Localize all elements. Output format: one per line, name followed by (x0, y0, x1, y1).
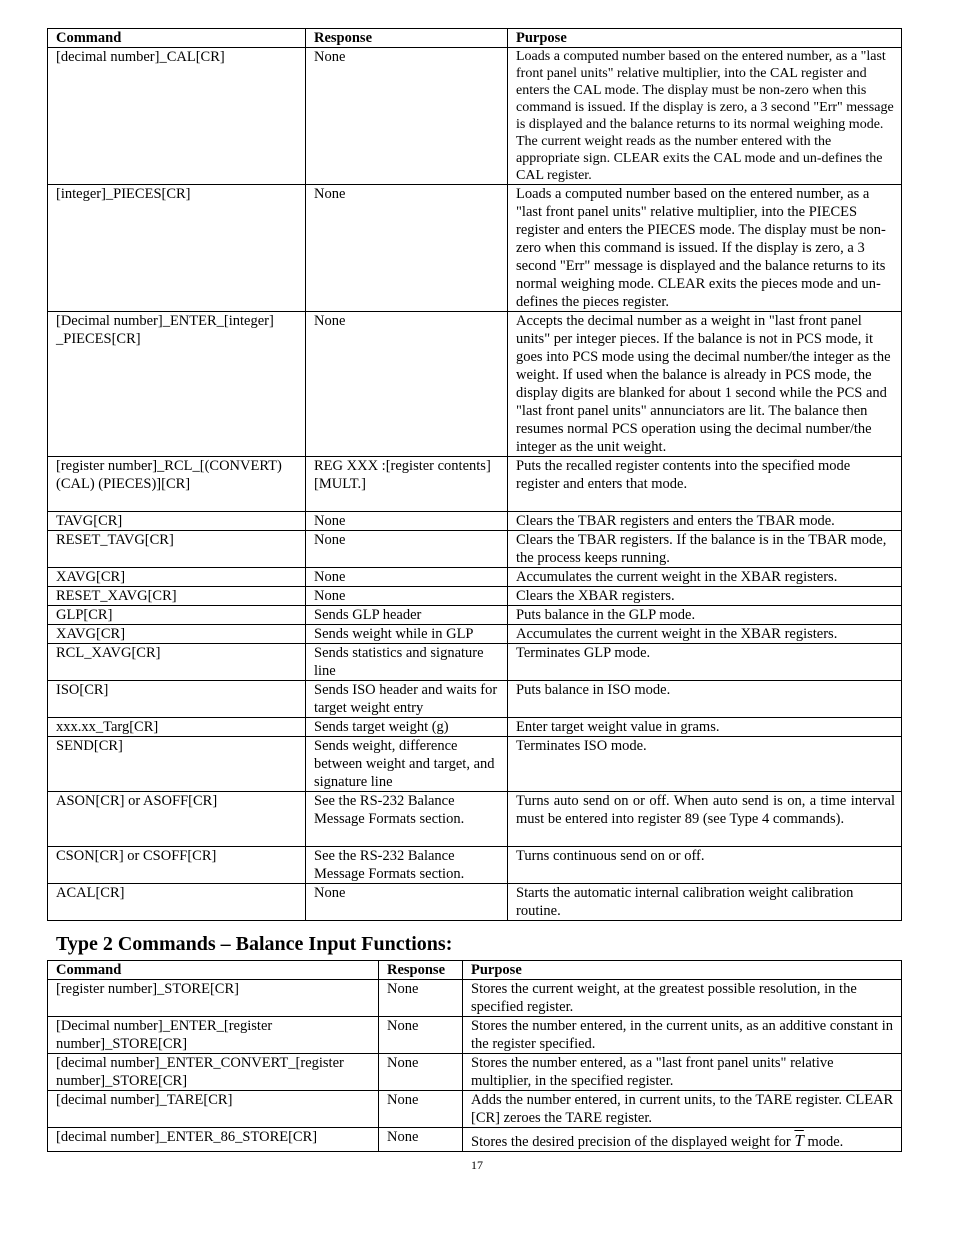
response-cell: None (306, 884, 508, 921)
command-cell: xxx.xx_Targ[CR] (48, 718, 306, 737)
purpose-text: mode. (807, 1134, 844, 1150)
table-row (48, 587, 902, 606)
table-row (48, 568, 902, 587)
table-row (48, 1017, 902, 1054)
response-cell: Sends target weight (g) (306, 718, 508, 737)
command-cell: [integer]_PIECES[CR] (48, 185, 306, 312)
response-cell: REG XXX :[register contents][MULT.] (306, 457, 508, 512)
column-header-response: Response (379, 961, 463, 980)
section-heading: Type 2 Commands – Balance Input Functions: (56, 933, 453, 955)
table-row (48, 312, 902, 457)
response-cell: None (306, 48, 508, 185)
purpose-cell: Loads a computed number based on the entered number, as a "last front panel units" relative multiplier, into the CAL register and enters the CAL mode. The display must be non-zero when this command is issued. If the display is zero, a 3 second "Err" message is displayed and the balance returns to its normal weighing mode. The current weight reads as the number entered with the appropriate sign. CLEAR exits the CAL mode and un-defines the CAL register. (508, 48, 902, 185)
command-cell: ISO[CR] (48, 681, 306, 718)
command-cell: [decimal number]_TARE[CR] (48, 1091, 379, 1128)
table-row (48, 1054, 902, 1091)
table-row (48, 681, 902, 718)
response-cell: Sends weight, difference between weight and target, and signature line (306, 737, 508, 792)
purpose-cell: Stores the number entered, as a "last front panel units" relative multiplier, in the specified register. (463, 1054, 902, 1091)
response-cell: None (379, 1054, 463, 1091)
table-row (48, 457, 902, 512)
purpose-cell: Accepts the decimal number as a weight in "last front panel units" per integer pieces. If the balance is not in PCS mode, it goes into PCS mode using the decimal number/the integer as the weight. If used when the balance is already in PCS mode, the display digits are blanked for about 1 second while the PCS and "last front panel units" annunciators are lit. The balance then resumes normal PCS operation using the decimal number/the integer as the unit weight. (508, 312, 902, 457)
purpose-cell: Enter target weight value in grams. (508, 718, 902, 737)
command-cell: [register number]_RCL_[(CONVERT) (CAL) (PIECES)][CR] (48, 457, 306, 512)
response-cell: See the RS-232 Balance Message Formats section. (306, 792, 508, 847)
purpose-cell: Accumulates the current weight in the XBAR registers. (508, 568, 902, 587)
response-cell: Sends ISO header and waits for target weight entry (306, 681, 508, 718)
response-cell: None (306, 587, 508, 606)
response-cell: None (379, 980, 463, 1017)
command-cell: SEND[CR] (48, 737, 306, 792)
command-cell: TAVG[CR] (48, 512, 306, 531)
command-cell: GLP[CR] (48, 606, 306, 625)
table-row (48, 718, 902, 737)
table-row (48, 48, 902, 185)
command-cell: [register number]_STORE[CR] (48, 980, 379, 1017)
table-header-row (48, 29, 902, 48)
command-cell: CSON[CR] or CSOFF[CR] (48, 847, 306, 884)
purpose-cell: Stores the number entered, in the current units, as an additive constant in the register specified. (463, 1017, 902, 1054)
response-cell: None (306, 185, 508, 312)
response-cell: None (306, 512, 508, 531)
purpose-cell: Clears the XBAR registers. (508, 587, 902, 606)
purpose-cell: Clears the TBAR registers and enters the TBAR mode. (508, 512, 902, 531)
column-header-response: Response (306, 29, 508, 48)
purpose-cell: Stores the current weight, at the greatest possible resolution, in the specified register. (463, 980, 902, 1017)
purpose-cell: Puts the recalled register contents into the specified mode register and enters that mode. (508, 457, 902, 512)
column-header-command: Command (48, 961, 379, 980)
command-cell: RCL_XAVG[CR] (48, 644, 306, 681)
column-header-purpose: Purpose (508, 29, 902, 48)
response-cell: Sends statistics and signature line (306, 644, 508, 681)
table-row (48, 512, 902, 531)
command-cell: ACAL[CR] (48, 884, 306, 921)
table-row (48, 884, 902, 921)
purpose-cell: Terminates GLP mode. (508, 644, 902, 681)
table-row (48, 737, 902, 792)
response-cell: None (379, 1128, 463, 1152)
command-cell: XAVG[CR] (48, 568, 306, 587)
table-row (48, 644, 902, 681)
command-cell: RESET_TAVG[CR] (48, 531, 306, 568)
response-cell: Sends weight while in GLP (306, 625, 508, 644)
table-row (48, 980, 902, 1017)
command-cell: [Decimal number]_ENTER_[register number]_STORE[CR] (48, 1017, 379, 1054)
table-row (48, 185, 902, 312)
response-cell: Sends GLP header (306, 606, 508, 625)
purpose-cell: Loads a computed number based on the entered number, as a "last front panel units" relative multiplier, into the PIECES register and enters the PIECES mode. The display must be non-zero when this command is issued. If the display is zero, a 3 second "Err" message is displayed and the balance returns to its normal weighing mode. CLEAR exits the pieces mode and un-defines the pieces register. (508, 185, 902, 312)
purpose-cell: Starts the automatic internal calibration weight calibration routine. (508, 884, 902, 921)
response-cell: None (306, 568, 508, 587)
page-number: 17 (471, 1158, 483, 1172)
purpose-cell: Puts balance in ISO mode. (508, 681, 902, 718)
purpose-cell: Terminates ISO mode. (508, 737, 902, 792)
response-cell: None (379, 1091, 463, 1128)
response-cell: None (306, 312, 508, 457)
response-cell: See the RS-232 Balance Message Formats section. (306, 847, 508, 884)
command-cell: [Decimal number]_ENTER_[integer] _PIECES[CR] (48, 312, 306, 457)
t-bar-symbol: $\overline{T}$ (794, 1131, 804, 1150)
table-row (48, 606, 902, 625)
purpose-cell: Turns continuous send on or off. (508, 847, 902, 884)
table-header-row (48, 961, 902, 980)
purpose-cell: Turns auto send on or off. When auto send is on, a time interval must be entered into register 89 (see Type 4 commands). (508, 792, 902, 847)
response-cell: None (379, 1017, 463, 1054)
purpose-cell: Clears the TBAR registers. If the balance is in the TBAR mode, the process keeps running. (508, 531, 902, 568)
purpose-cell: Puts balance in the GLP mode. (508, 606, 902, 625)
command-cell: [decimal number]_CAL[CR] (48, 48, 306, 185)
command-cell: ASON[CR] or ASOFF[CR] (48, 792, 306, 847)
purpose-cell (463, 1128, 902, 1152)
command-cell: RESET_XAVG[CR] (48, 587, 306, 606)
command-cell: [decimal number]_ENTER_86_STORE[CR] (48, 1128, 379, 1152)
table-row (48, 847, 902, 884)
table-row (48, 1128, 902, 1152)
purpose-text: Stores the desired precision of the displayed weight for (471, 1134, 791, 1150)
type2-commands-table (47, 960, 902, 1152)
command-cell: XAVG[CR] (48, 625, 306, 644)
table-row (48, 792, 902, 847)
command-cell: [decimal number]_ENTER_CONVERT_[register number]_STORE[CR] (48, 1054, 379, 1091)
table-row (48, 1091, 902, 1128)
column-header-command: Command (48, 29, 306, 48)
table-row (48, 625, 902, 644)
table-row (48, 531, 902, 568)
column-header-purpose: Purpose (463, 961, 902, 980)
purpose-cell: Adds the number entered, in current units, to the TARE register. CLEAR [CR] zeroes the TARE register. (463, 1091, 902, 1128)
purpose-cell: Accumulates the current weight in the XBAR registers. (508, 625, 902, 644)
response-cell: None (306, 531, 508, 568)
type1-commands-table (47, 28, 902, 921)
